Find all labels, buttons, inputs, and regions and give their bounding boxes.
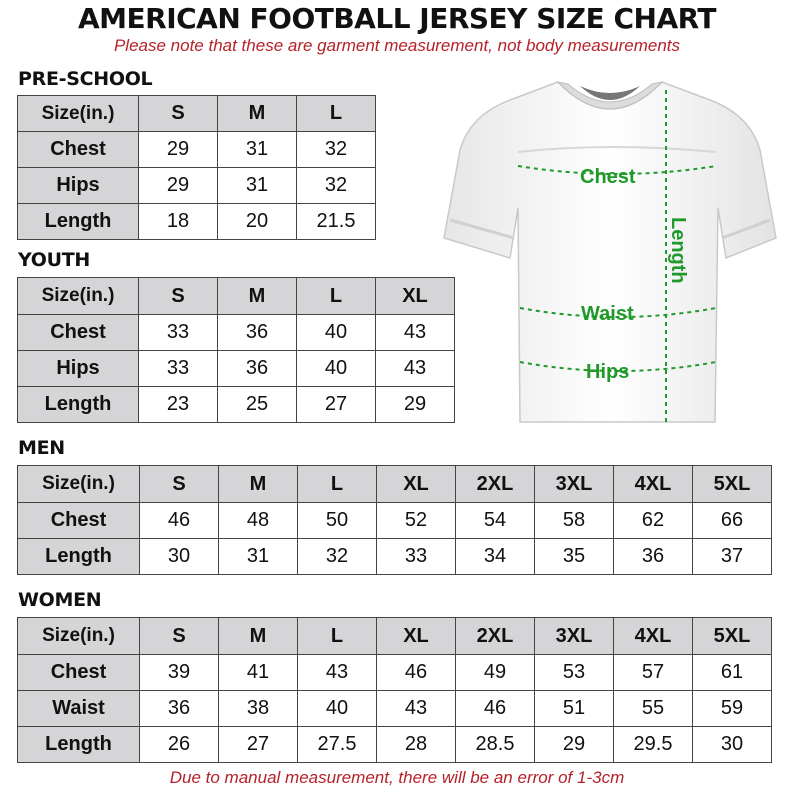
table-cell: 40 — [298, 691, 377, 727]
size-header-label: Size(in.) — [18, 618, 140, 655]
row-label: Chest — [18, 503, 140, 539]
table-row — [18, 691, 772, 727]
table-cell: 54 — [456, 503, 535, 539]
size-column-header: S — [140, 618, 219, 655]
table-cell: 46 — [456, 691, 535, 727]
jersey-measurement-diagram — [440, 70, 786, 436]
table-cell: 20 — [218, 204, 297, 240]
size-column-header: M — [218, 278, 297, 315]
table-cell: 36 — [218, 351, 297, 387]
table-cell: 29.5 — [614, 727, 693, 763]
row-label: Hips — [18, 351, 139, 387]
table-cell: 61 — [693, 655, 772, 691]
size-column-header: 3XL — [535, 466, 614, 503]
size-column-header: 2XL — [456, 466, 535, 503]
table-header-row — [18, 466, 772, 503]
size-column-header: 3XL — [535, 618, 614, 655]
table-cell: 39 — [140, 655, 219, 691]
size-column-header: 4XL — [614, 618, 693, 655]
page-title: AMERICAN FOOTBALL JERSEY SIZE CHART — [77, 2, 717, 35]
table-cell: 51 — [535, 691, 614, 727]
table-row — [18, 204, 376, 240]
table-cell: 31 — [218, 132, 297, 168]
size-column-header: M — [219, 466, 298, 503]
row-label: Chest — [18, 315, 139, 351]
table-cell: 49 — [456, 655, 535, 691]
table-cell: 55 — [614, 691, 693, 727]
table-cell: 35 — [535, 539, 614, 575]
table-cell: 18 — [139, 204, 218, 240]
table-cell: 43 — [376, 351, 455, 387]
size-column-header: L — [297, 278, 376, 315]
table-cell: 33 — [377, 539, 456, 575]
size-header-label: Size(in.) — [18, 278, 139, 315]
table-cell: 28.5 — [456, 727, 535, 763]
table-cell: 23 — [139, 387, 218, 423]
table-cell: 27 — [219, 727, 298, 763]
table-header-row — [18, 278, 455, 315]
table-cell: 30 — [693, 727, 772, 763]
youth-size-table — [17, 277, 455, 423]
table-cell: 46 — [377, 655, 456, 691]
size-column-header: XL — [377, 466, 456, 503]
table-cell: 29 — [139, 168, 218, 204]
size-header-label: Size(in.) — [18, 96, 139, 132]
size-column-header: L — [297, 96, 376, 132]
table-cell: 28 — [377, 727, 456, 763]
size-column-header: L — [298, 466, 377, 503]
table-cell: 27.5 — [298, 727, 377, 763]
table-cell: 25 — [218, 387, 297, 423]
men-size-table — [17, 465, 772, 575]
table-cell: 29 — [139, 132, 218, 168]
table-row — [18, 168, 376, 204]
table-cell: 31 — [218, 168, 297, 204]
table-row — [18, 503, 772, 539]
waist-label: Waist — [581, 303, 634, 325]
table-cell: 43 — [377, 691, 456, 727]
row-label: Chest — [18, 655, 140, 691]
table-cell: 29 — [535, 727, 614, 763]
youth-section-title: YOUTH — [18, 249, 91, 271]
table-cell: 29 — [376, 387, 455, 423]
table-cell: 41 — [219, 655, 298, 691]
table-cell: 36 — [218, 315, 297, 351]
table-row — [18, 727, 772, 763]
table-cell: 40 — [297, 351, 376, 387]
table-row — [18, 655, 772, 691]
women-size-table — [17, 617, 772, 763]
row-label: Waist — [18, 691, 140, 727]
table-header-row — [18, 618, 772, 655]
table-cell: 62 — [614, 503, 693, 539]
table-cell: 38 — [219, 691, 298, 727]
men-section-title: MEN — [18, 437, 65, 459]
size-column-header: M — [218, 96, 297, 132]
table-cell: 33 — [139, 351, 218, 387]
size-column-header: 2XL — [456, 618, 535, 655]
preschool-size-table — [17, 95, 376, 240]
table-cell: 58 — [535, 503, 614, 539]
size-column-header: 5XL — [693, 618, 772, 655]
page-subtitle: Please note that these are garment measurement, not body measurements — [113, 36, 681, 55]
women-section-title: WOMEN — [18, 589, 102, 611]
table-cell: 57 — [614, 655, 693, 691]
row-label: Length — [18, 204, 139, 240]
table-cell: 53 — [535, 655, 614, 691]
size-column-header: 5XL — [693, 466, 772, 503]
table-cell: 50 — [298, 503, 377, 539]
table-row — [18, 315, 455, 351]
row-label: Length — [18, 727, 140, 763]
table-cell: 37 — [693, 539, 772, 575]
table-cell: 36 — [614, 539, 693, 575]
size-column-header: L — [298, 618, 377, 655]
table-cell: 30 — [140, 539, 219, 575]
table-cell: 43 — [298, 655, 377, 691]
size-column-header: S — [139, 96, 218, 132]
table-header-row — [18, 96, 376, 132]
table-cell: 59 — [693, 691, 772, 727]
table-row — [18, 351, 455, 387]
size-column-header: XL — [376, 278, 455, 315]
table-cell: 52 — [377, 503, 456, 539]
size-column-header: M — [219, 618, 298, 655]
size-column-header: XL — [377, 618, 456, 655]
table-cell: 34 — [456, 539, 535, 575]
table-cell: 27 — [297, 387, 376, 423]
table-cell: 46 — [140, 503, 219, 539]
size-header-label: Size(in.) — [18, 466, 140, 503]
table-cell: 43 — [376, 315, 455, 351]
table-cell: 32 — [298, 539, 377, 575]
table-row — [18, 539, 772, 575]
table-cell: 31 — [219, 539, 298, 575]
table-cell: 32 — [297, 168, 376, 204]
hips-label: Hips — [586, 361, 630, 383]
table-cell: 36 — [140, 691, 219, 727]
size-column-header: S — [139, 278, 218, 315]
table-row — [18, 387, 455, 423]
length-label: Length — [667, 217, 689, 284]
table-cell: 32 — [297, 132, 376, 168]
chest-label: Chest — [580, 166, 636, 188]
row-label: Hips — [18, 168, 139, 204]
row-label: Chest — [18, 132, 139, 168]
table-cell: 21.5 — [297, 204, 376, 240]
table-cell: 66 — [693, 503, 772, 539]
table-cell: 26 — [140, 727, 219, 763]
footer-note: Due to manual measurement, there will be an error of 1-3cm — [169, 768, 625, 787]
size-column-header: S — [140, 466, 219, 503]
table-cell: 48 — [219, 503, 298, 539]
table-row — [18, 132, 376, 168]
row-label: Length — [18, 387, 139, 423]
table-cell: 40 — [297, 315, 376, 351]
size-column-header: 4XL — [614, 466, 693, 503]
table-cell: 33 — [139, 315, 218, 351]
preschool-section-title: PRE-SCHOOL — [18, 68, 153, 90]
row-label: Length — [18, 539, 140, 575]
